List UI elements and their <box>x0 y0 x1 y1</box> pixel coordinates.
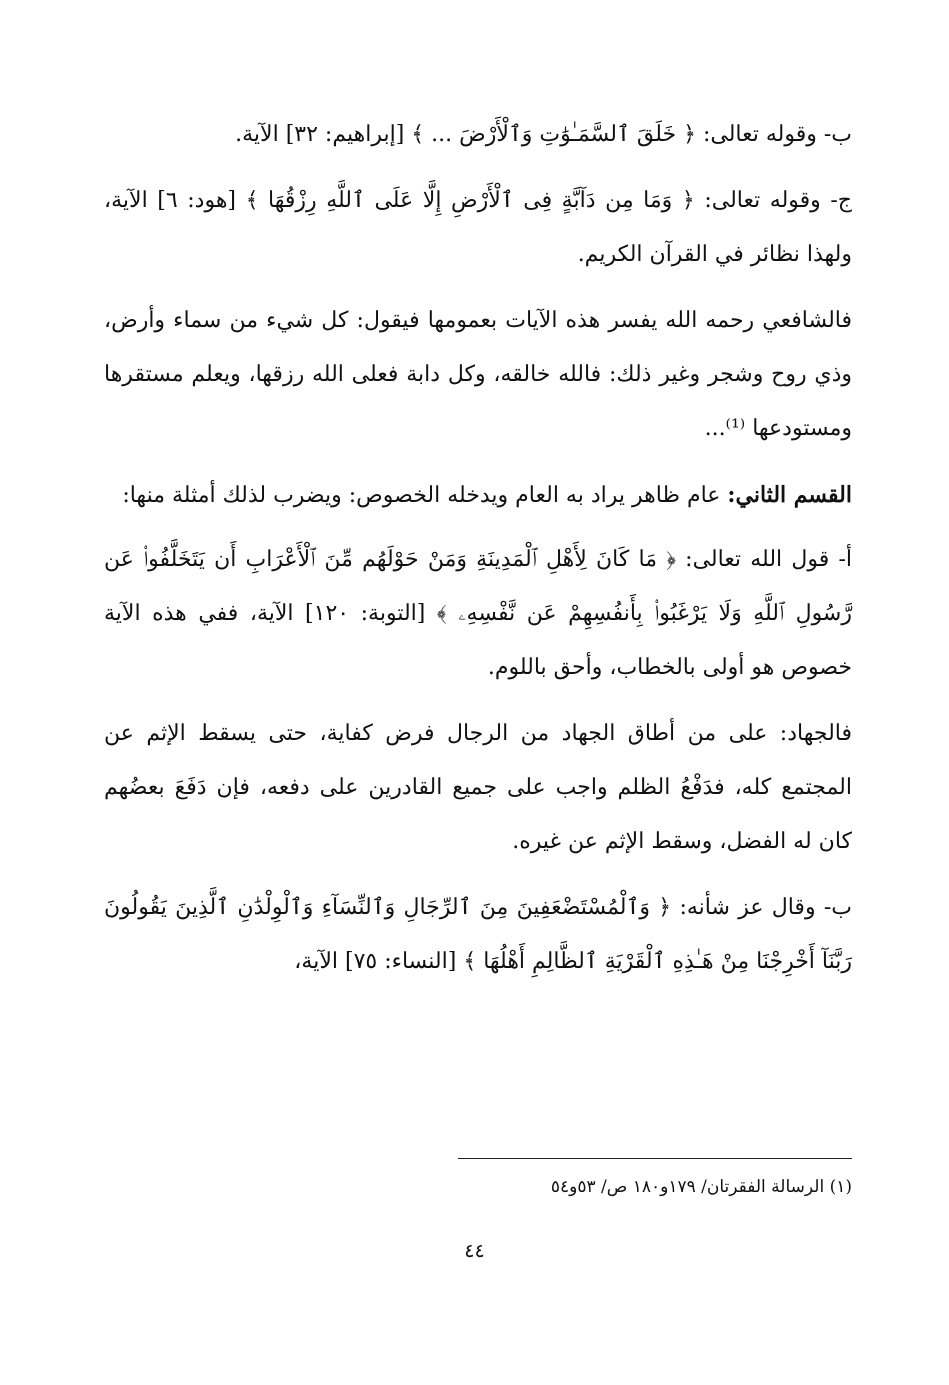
section-heading: القسم الثاني: <box>727 482 852 508</box>
section-heading-text: عام ظاهر يراد به العام ويدخله الخصوص: ويضرب لذلك أمثلة منها: <box>122 483 728 508</box>
paragraph-a-tawbah-verse: أ- قول الله تعالى: ﴿ مَا كَانَ لِأَهْلِ ٱلْمَدِينَةِ وَمَنْ حَوْلَهُم مِّنَ ٱلْأَعْرَابِ أَن يَتَخَلَّفُوا۟ عَن رَّسُولِ ٱللَّهِ وَلَا يَرْغَبُوا۟ بِأَنفُسِهِمْ عَن نَّفْسِهِۦ ﴾ [التوبة: ١٢٠] الآية، ففي هذه الآية خصوص هو أولى بالخطاب، وأحق باللوم. <box>104 547 852 680</box>
paragraph-jihad-explanation: فالجهاد: على من أطاق الجهاد من الرجال فرض كفاية، حتى يسقط الإثم عن المجتمع كله، فدَفْعُ الظلم واجب على جميع القادرين على دفعه، فإن دَفَعَ بعضُهم كان له الفضل، وسقط الإثم عن غيره. <box>104 721 852 854</box>
page-number: ٤٤ <box>464 1240 485 1262</box>
footnote: (١) الرسالة الفقرتان/ ١٧٩و١٨٠ ص/ ٥٣و٥٤ <box>550 1177 852 1197</box>
footnote-divider <box>458 1158 852 1159</box>
paragraph-shafii-explanation: فالشافعي رحمه الله يفسر هذه الآيات بعمومها فيقول: كل شيء من سماء وأرض، وذي روح وشجر وغير ذلك: فالله خالقه، وكل دابة فعلى الله رزقها، ويعلم مستقرها ومستودعها ⁽¹⁾... <box>104 308 852 441</box>
paragraph-j-provision-verse: ج- وقوله تعالى: ﴿ وَمَا مِن دَآبَّةٍ فِى ٱلْأَرْضِ إِلَّا عَلَى ٱللَّهِ رِزْقُهَا ﴾ [هود: ٦] الآية، ولهذا نظائر في القرآن الكريم. <box>104 188 852 267</box>
paragraph-b-creation-verse: ب- وقوله تعالى: ﴿ خَلَقَ ٱلسَّمَـٰوَٰتِ وَٱلْأَرْضَ ... ﴾ [إبراهيم: ٣٢] الآية. <box>235 122 852 147</box>
main-text <box>104 108 852 1001</box>
paragraph-second-section <box>104 468 852 523</box>
paragraph-b-nisa-verse: ب- وقال عز شأنه: ﴿ وَٱلْمُسْتَضْعَفِينَ مِنَ ٱلرِّجَالِ وَٱلنِّسَآءِ وَٱلْوِلْدَٰنِ ٱلَّذِينَ يَقُولُونَ رَبَّنَآ أَخْرِجْنَا مِنْ هَـٰذِهِ ٱلْقَرْيَةِ ٱلظَّالِمِ أَهْلُهَا ﴾ [النساء: ٧٥] الآية، <box>104 895 852 974</box>
